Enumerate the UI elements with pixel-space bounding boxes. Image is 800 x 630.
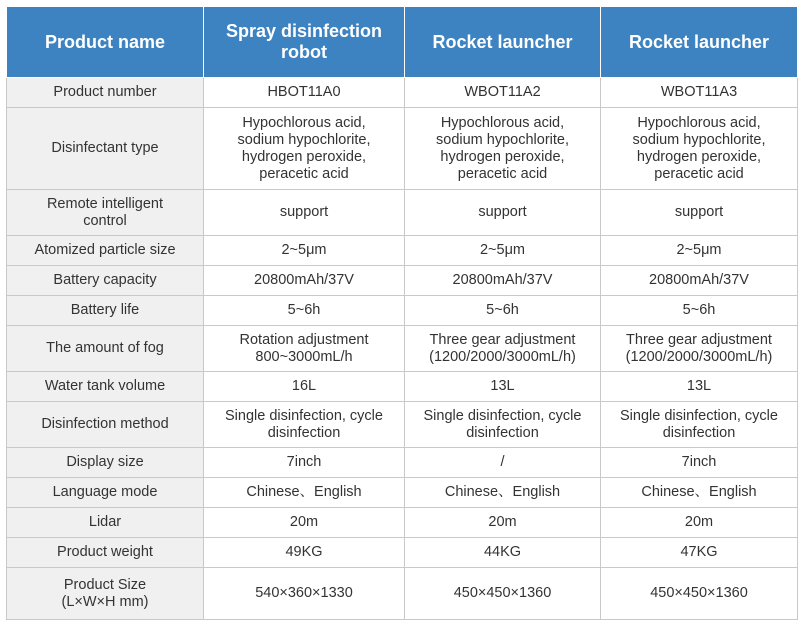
cell-value: Single disinfection, cycle disinfection <box>601 402 798 448</box>
cell-value: Hypochlorous acid, sodium hypochlorite, hydrogen peroxide, peracetic acid <box>405 108 601 190</box>
header-spray-disinfection-robot: Spray disinfection robot <box>204 7 405 78</box>
table-row <box>7 78 798 108</box>
table-row <box>7 190 798 236</box>
row-label: Product weight <box>7 538 204 568</box>
row-label: Battery capacity <box>7 266 204 296</box>
cell-value: 47KG <box>601 538 798 568</box>
row-label: Remote intelligent control <box>7 190 204 236</box>
cell-value: support <box>601 190 798 236</box>
cell-value: HBOT11A0 <box>204 78 405 108</box>
cell-value: 13L <box>405 372 601 402</box>
cell-value: 7inch <box>601 448 798 478</box>
cell-value: 450×450×1360 <box>405 568 601 620</box>
cell-value: Three gear adjustment (1200/2000/3000mL/h) <box>405 326 601 372</box>
cell-value: WBOT11A3 <box>601 78 798 108</box>
cell-value: Three gear adjustment (1200/2000/3000mL/h) <box>601 326 798 372</box>
cell-value: 16L <box>204 372 405 402</box>
cell-value: / <box>405 448 601 478</box>
cell-value: Chinese、English <box>204 478 405 508</box>
table-row <box>7 448 798 478</box>
cell-value: WBOT11A2 <box>405 78 601 108</box>
header-rocket-launcher-a2: Rocket launcher <box>405 7 601 78</box>
table-row <box>7 508 798 538</box>
row-label: Disinfection method <box>7 402 204 448</box>
table-row <box>7 108 798 190</box>
cell-value: 540×360×1330 <box>204 568 405 620</box>
row-label: Language mode <box>7 478 204 508</box>
table-row <box>7 236 798 266</box>
cell-value: 20800mAh/37V <box>601 266 798 296</box>
row-label: Lidar <box>7 508 204 538</box>
header-rocket-launcher-a3: Rocket launcher <box>601 7 798 78</box>
table-row <box>7 326 798 372</box>
row-label: Atomized particle size <box>7 236 204 266</box>
spec-table-container <box>6 6 797 620</box>
cell-value: 49KG <box>204 538 405 568</box>
cell-value: support <box>405 190 601 236</box>
table-row <box>7 478 798 508</box>
row-label: Battery life <box>7 296 204 326</box>
row-label: Display size <box>7 448 204 478</box>
cell-value: Hypochlorous acid, sodium hypochlorite, hydrogen peroxide, peracetic acid <box>601 108 798 190</box>
row-label: Water tank volume <box>7 372 204 402</box>
header-product-name: Product name <box>7 7 204 78</box>
cell-value: Chinese、English <box>601 478 798 508</box>
cell-value: 5~6h <box>204 296 405 326</box>
cell-value: 2~5μm <box>405 236 601 266</box>
table-row <box>7 538 798 568</box>
row-label: Disinfectant type <box>7 108 204 190</box>
table-row <box>7 568 798 620</box>
cell-value: 2~5μm <box>601 236 798 266</box>
cell-value: support <box>204 190 405 236</box>
cell-value: 20m <box>601 508 798 538</box>
cell-value: 20800mAh/37V <box>405 266 601 296</box>
table-row <box>7 402 798 448</box>
product-spec-table <box>6 6 798 620</box>
header-row <box>7 7 798 78</box>
cell-value: 44KG <box>405 538 601 568</box>
cell-value: 5~6h <box>405 296 601 326</box>
cell-value: 2~5μm <box>204 236 405 266</box>
table-row <box>7 296 798 326</box>
cell-value: 20m <box>204 508 405 538</box>
cell-value: Chinese、English <box>405 478 601 508</box>
cell-value: Single disinfection, cycle disinfection <box>204 402 405 448</box>
cell-value: 5~6h <box>601 296 798 326</box>
table-row <box>7 372 798 402</box>
row-label: Product number <box>7 78 204 108</box>
cell-value: 7inch <box>204 448 405 478</box>
cell-value: Single disinfection, cycle disinfection <box>405 402 601 448</box>
cell-value: 13L <box>601 372 798 402</box>
cell-value: Rotation adjustment 800~3000mL/h <box>204 326 405 372</box>
cell-value: 20m <box>405 508 601 538</box>
cell-value: Hypochlorous acid, sodium hypochlorite, hydrogen peroxide, peracetic acid <box>204 108 405 190</box>
cell-value: 450×450×1360 <box>601 568 798 620</box>
row-label: Product Size (L×W×H mm) <box>7 568 204 620</box>
table-row <box>7 266 798 296</box>
row-label: The amount of fog <box>7 326 204 372</box>
cell-value: 20800mAh/37V <box>204 266 405 296</box>
